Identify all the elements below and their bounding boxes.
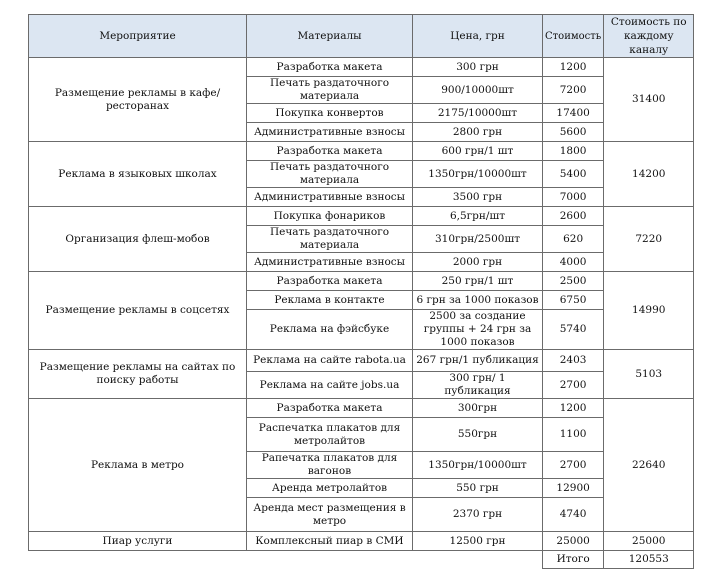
price-cell: 550грн — [413, 418, 543, 452]
material-cell: Разработка макета — [247, 399, 413, 418]
price-cell: 2800 грн — [413, 123, 543, 142]
footer-total: 120553 — [604, 551, 694, 569]
cost-cell: 1100 — [543, 418, 604, 452]
price-cell: 2175/10000шт — [413, 104, 543, 123]
material-cell: Комплексный пиар в СМИ — [247, 532, 413, 551]
material-cell: Разработка макета — [247, 142, 413, 161]
material-cell: Административные взносы — [247, 123, 413, 142]
header-price: Цена, грн — [413, 15, 543, 58]
event-cell: Реклама в метро — [29, 399, 247, 532]
event-cell: Размещение рекламы в соцсетях — [29, 272, 247, 350]
price-cell: 6 грн за 1000 показов — [413, 291, 543, 310]
channel-total-cell: 7220 — [604, 207, 694, 272]
table-row — [29, 272, 694, 291]
footer-blank — [247, 551, 413, 569]
price-cell: 12500 грн — [413, 532, 543, 551]
cost-cell: 5400 — [543, 161, 604, 188]
footer-blank — [29, 551, 247, 569]
footer-row — [29, 551, 694, 569]
cost-cell: 12900 — [543, 479, 604, 498]
channel-total-cell: 14990 — [604, 272, 694, 350]
cost-cell: 25000 — [543, 532, 604, 551]
channel-total-cell: 25000 — [604, 532, 694, 551]
event-cell: Реклама в языковых школах — [29, 142, 247, 207]
footer-label: Итого — [543, 551, 604, 569]
material-cell: Печать раздаточного материала — [247, 161, 413, 188]
table-row — [29, 58, 694, 77]
price-cell: 2370 грн — [413, 498, 543, 532]
price-cell: 900/10000шт — [413, 77, 543, 104]
cost-cell: 1200 — [543, 58, 604, 77]
material-cell: Разработка макета — [247, 58, 413, 77]
material-cell: Распечатка плакатов для метролайтов — [247, 418, 413, 452]
table-body — [29, 58, 694, 551]
material-cell: Реклама на сайте jobs.ua — [247, 372, 413, 399]
event-cell: Размещение рекламы в кафе/ресторанах — [29, 58, 247, 142]
event-cell: Пиар услуги — [29, 532, 247, 551]
price-cell: 300 грн — [413, 58, 543, 77]
material-cell: Реклама на фэйсбуке — [247, 310, 413, 350]
cost-cell: 5600 — [543, 123, 604, 142]
channel-total-cell: 5103 — [604, 350, 694, 399]
material-cell: Рапечатка плакатов для вагонов — [247, 452, 413, 479]
marketing-budget-table — [28, 14, 694, 569]
cost-cell: 4740 — [543, 498, 604, 532]
cost-cell: 5740 — [543, 310, 604, 350]
table-row — [29, 142, 694, 161]
material-cell: Печать раздаточного материала — [247, 226, 413, 253]
table-row — [29, 207, 694, 226]
price-cell: 300грн — [413, 399, 543, 418]
price-cell: 550 грн — [413, 479, 543, 498]
material-cell: Реклама в контакте — [247, 291, 413, 310]
material-cell: Аренда метролайтов — [247, 479, 413, 498]
price-cell: 1350грн/10000шт — [413, 161, 543, 188]
cost-cell: 2600 — [543, 207, 604, 226]
cost-cell: 2700 — [543, 452, 604, 479]
channel-total-cell: 14200 — [604, 142, 694, 207]
price-cell: 2000 грн — [413, 253, 543, 272]
cost-cell: 1800 — [543, 142, 604, 161]
cost-cell: 6750 — [543, 291, 604, 310]
cost-cell: 17400 — [543, 104, 604, 123]
material-cell: Печать раздаточного материала — [247, 77, 413, 104]
material-cell: Покупка конвертов — [247, 104, 413, 123]
header-row — [29, 15, 694, 58]
price-cell: 600 грн/1 шт — [413, 142, 543, 161]
cost-cell: 4000 — [543, 253, 604, 272]
material-cell: Покупка фонариков — [247, 207, 413, 226]
table-row — [29, 350, 694, 372]
material-cell: Аренда мест размещения в метро — [247, 498, 413, 532]
table-row — [29, 532, 694, 551]
event-cell: Размещение рекламы на сайтах по поиску работы — [29, 350, 247, 399]
cost-cell: 620 — [543, 226, 604, 253]
header-materials: Материалы — [247, 15, 413, 58]
price-cell: 310грн/2500шт — [413, 226, 543, 253]
material-cell: Реклама на сайте rabota.ua — [247, 350, 413, 372]
price-cell: 250 грн/1 шт — [413, 272, 543, 291]
material-cell: Разработка макета — [247, 272, 413, 291]
header-channel-total: Стоимость по каждому каналу — [604, 15, 694, 58]
material-cell: Административные взносы — [247, 188, 413, 207]
table-row — [29, 399, 694, 418]
channel-total-cell: 22640 — [604, 399, 694, 532]
event-cell: Организация флеш-мобов — [29, 207, 247, 272]
header-event: Мероприятие — [29, 15, 247, 58]
header-cost: Стоимость — [543, 15, 604, 58]
price-cell: 267 грн/1 публикация — [413, 350, 543, 372]
price-cell: 6,5грн/шт — [413, 207, 543, 226]
price-cell: 3500 грн — [413, 188, 543, 207]
material-cell: Административные взносы — [247, 253, 413, 272]
cost-cell: 2500 — [543, 272, 604, 291]
footer-blank — [413, 551, 543, 569]
price-cell: 1350грн/10000шт — [413, 452, 543, 479]
price-cell: 300 грн/ 1 публикация — [413, 372, 543, 399]
cost-cell: 2700 — [543, 372, 604, 399]
price-cell: 2500 за создание группы + 24 грн за 1000 показов — [413, 310, 543, 350]
cost-cell: 7000 — [543, 188, 604, 207]
cost-cell: 7200 — [543, 77, 604, 104]
cost-cell: 2403 — [543, 350, 604, 372]
cost-cell: 1200 — [543, 399, 604, 418]
channel-total-cell: 31400 — [604, 58, 694, 142]
